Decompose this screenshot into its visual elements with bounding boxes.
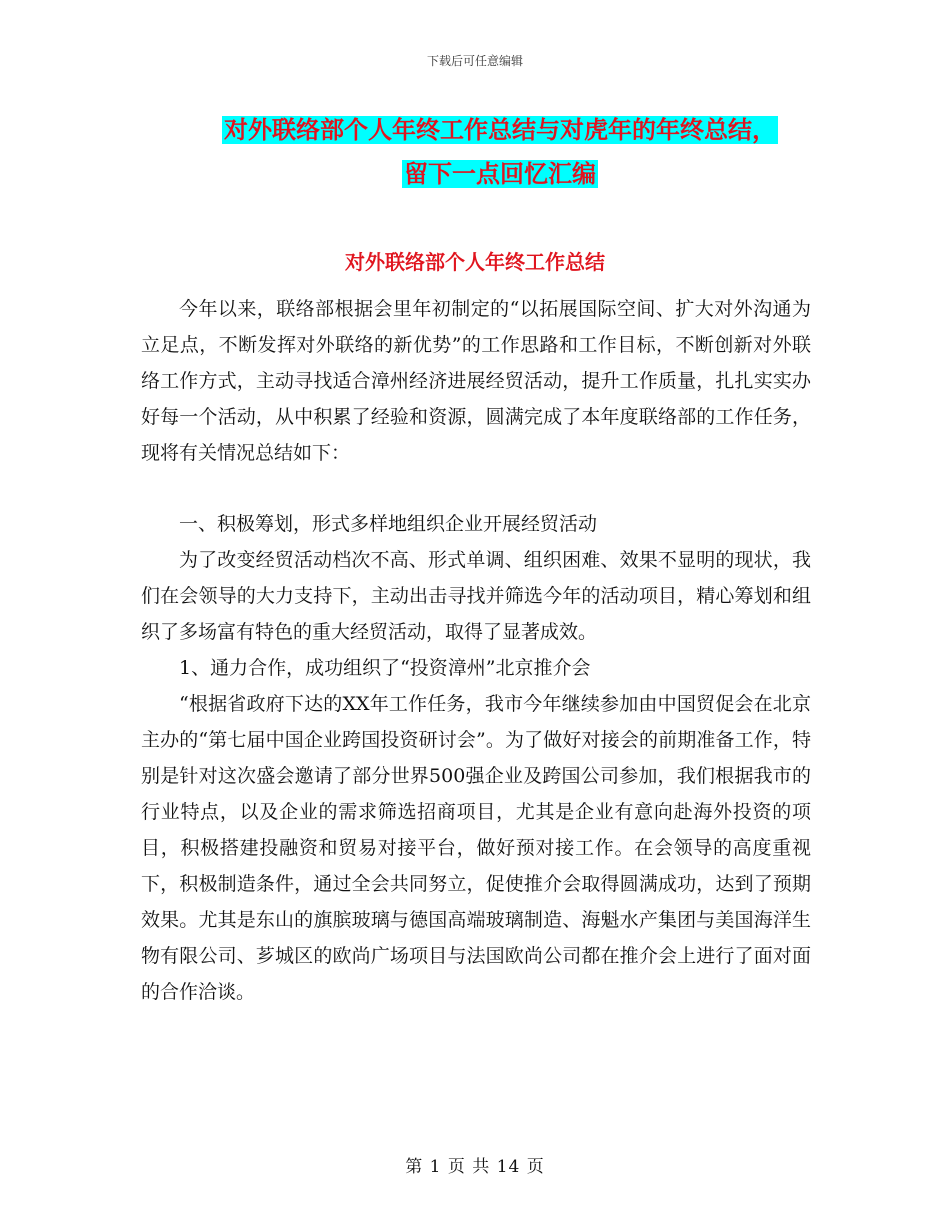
header-note: 下载后可任意编辑 [426,54,523,68]
content-block [141,506,811,1010]
document-title-text-1: 对外联络部个人年终工作总结与对虎年的年终总结， [224,116,776,144]
intro-block [141,291,811,471]
paragraph-1: 为了改变经贸活动档次不高、形式单调、组织困难、效果不显明的现状，我们在会领导的大力支持下，主动出击寻找并筛选今年的活动项目，精心筹划和组织了多场富有特色的重大经贸活动，取得了显著成效。 [141,549,811,643]
paragraph-2: “根据省政府下达的XX年工作任务，我市今年继续参加由中国贸促会在北京主办的“第七届中国企业跨国投资研讨会”。为了做好对接会的前期准备工作，特别是针对这次盛会邀请了部分世界500强企业及跨国公司参加，我们根据我市的行业特点，以及企业的需求筛选招商项目，尤其是企业有意向赴海外投资的项目，积极搭建投融资和贸易对接平台，做好预对接工作。在会领导的高度重视下，积极制造条件，通过全会共同努立，促使推介会取得圆满成功，达到了预期效果。尤其是东山的旗膑玻璃与德国高端玻璃制造、海魁水产集团与美国海洋生物有限公司、芗城区的欧尚广场项目与法国欧尚公司都在推介会上进行了面对面的合作洽谈。 [141,693,811,1003]
page-number: 第 1 页 共 14 页 [405,1157,545,1177]
heading-1: 一、积极筹划，形式多样地组织企业开展经贸活动 [179,513,598,535]
section-title: 对外联络部个人年终工作总结 [345,250,605,274]
document-title-line-1 [190,112,810,148]
document-title-line-2 [190,156,810,192]
document-title-text-2: 留下一点回忆汇编 [404,160,596,188]
intro-paragraph: 今年以来，联络部根据会里年初制定的“以拓展国际空间、扩大对外沟通为立足点，不断发挥对外联络的新优势”的工作思路和工作目标，不断创新对外联络工作方式，主动寻找适合漳州经济进展经贸活动，提升工作质量，扎扎实实办好每一个活动，从中积累了经验和资源，圆满完成了本年度联络部的工作任务，现将有关情况总结如下： [141,298,811,464]
heading-2: 1、通力合作，成功组织了“投资漳州”北京推介会 [179,657,591,679]
